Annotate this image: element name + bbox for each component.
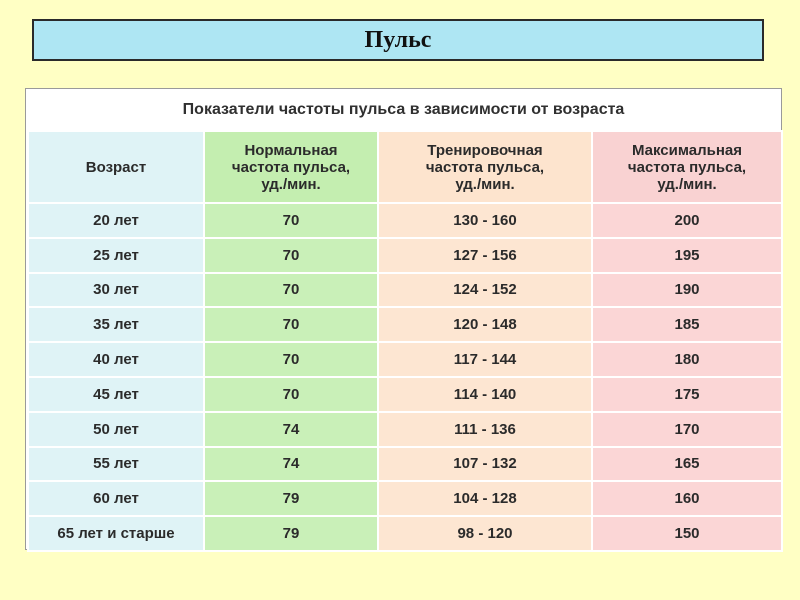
cell-age: 20 лет <box>28 203 204 238</box>
cell-normal: 79 <box>204 516 378 551</box>
table-caption: Показатели частоты пульса в зависимости от возраста <box>182 100 625 118</box>
cell-age: 50 лет <box>28 412 204 447</box>
cell-training: 104 - 128 <box>378 481 592 516</box>
table-row <box>28 447 782 482</box>
cell-max: 175 <box>592 377 782 412</box>
cell-training: 114 - 140 <box>378 377 592 412</box>
header-max-line-3: уд./мин. <box>657 175 717 193</box>
table-row <box>28 307 782 342</box>
cell-age: 45 лет <box>28 377 204 412</box>
header-training-line-3: уд./мин. <box>455 175 515 193</box>
table-row <box>28 412 782 447</box>
cell-normal: 70 <box>204 273 378 308</box>
cell-max: 150 <box>592 516 782 551</box>
cell-training: 127 - 156 <box>378 238 592 273</box>
cell-max: 185 <box>592 307 782 342</box>
header-training-rate <box>378 131 592 203</box>
cell-normal: 74 <box>204 412 378 447</box>
cell-normal: 70 <box>204 238 378 273</box>
slide-title-bar <box>32 19 764 61</box>
cell-age: 55 лет <box>28 447 204 482</box>
cell-max: 165 <box>592 447 782 482</box>
cell-normal: 70 <box>204 307 378 342</box>
cell-training: 111 - 136 <box>378 412 592 447</box>
header-max-line-1: Максимальная <box>631 141 743 159</box>
cell-training: 130 - 160 <box>378 203 592 238</box>
cell-normal: 74 <box>204 447 378 482</box>
table-row <box>28 342 782 377</box>
table-row <box>28 516 782 551</box>
cell-max: 195 <box>592 238 782 273</box>
cell-training: 120 - 148 <box>378 307 592 342</box>
cell-age: 30 лет <box>28 273 204 308</box>
cell-max: 160 <box>592 481 782 516</box>
cell-training: 117 - 144 <box>378 342 592 377</box>
cell-training: 107 - 132 <box>378 447 592 482</box>
header-normal-line-3: уд./мин. <box>261 175 321 193</box>
header-age: Возраст <box>28 131 204 203</box>
cell-normal: 70 <box>204 377 378 412</box>
table-row <box>28 273 782 308</box>
cell-age: 65 лет и старше <box>28 516 204 551</box>
header-max-line-2: частота пульса, <box>627 158 747 176</box>
header-training-line-2: частота пульса, <box>425 158 545 176</box>
header-normal-line-1: Нормальная <box>244 141 338 159</box>
header-max-rate <box>592 131 782 203</box>
header-normal-rate <box>204 131 378 203</box>
table-row <box>28 377 782 412</box>
header-normal-line-2: частота пульса, <box>231 158 351 176</box>
cell-normal: 70 <box>204 342 378 377</box>
cell-max: 170 <box>592 412 782 447</box>
cell-max: 190 <box>592 273 782 308</box>
cell-normal: 70 <box>204 203 378 238</box>
table-row <box>28 481 782 516</box>
cell-max: 200 <box>592 203 782 238</box>
pulse-table <box>27 130 783 552</box>
header-training-line-1: Тренировочная <box>427 141 543 159</box>
cell-age: 60 лет <box>28 481 204 516</box>
cell-training: 98 - 120 <box>378 516 592 551</box>
cell-normal: 79 <box>204 481 378 516</box>
pulse-table-panel <box>25 88 782 550</box>
table-row <box>28 203 782 238</box>
cell-age: 40 лет <box>28 342 204 377</box>
cell-age: 25 лет <box>28 238 204 273</box>
table-header-row <box>28 131 782 203</box>
table-row <box>28 238 782 273</box>
cell-training: 124 - 152 <box>378 273 592 308</box>
cell-age: 35 лет <box>28 307 204 342</box>
cell-max: 180 <box>592 342 782 377</box>
slide-title: Пульс <box>364 26 432 53</box>
